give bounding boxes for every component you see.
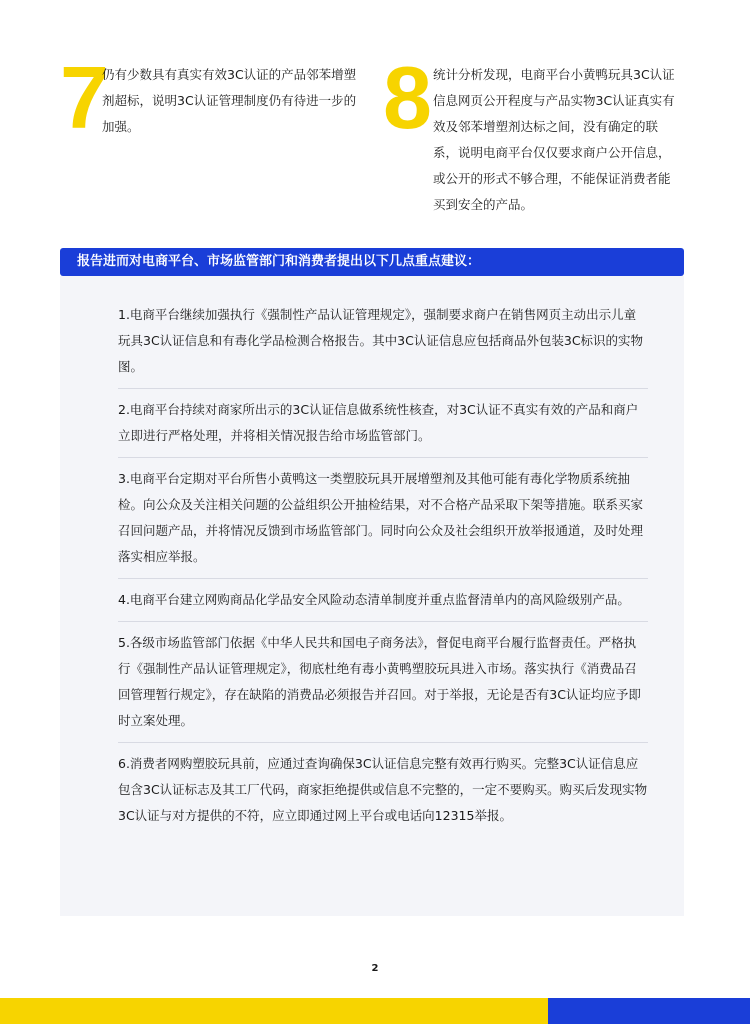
recommendation-item: 2.电商平台持续对商家所出示的3C认证信息做系统性核查，对3C认证不真实有效的产品和商户立即进行严格处理，并将相关情况报告给市场监管部门。 bbox=[118, 389, 648, 458]
recommendation-item: 1.电商平台继续加强执行《强制性产品认证管理规定》，强制要求商户在销售网页主动出示儿童玩具3C认证信息和有毒化学品检测合格报告。其中3C认证信息应包括商品外包装3C标识的实物图。 bbox=[118, 298, 648, 389]
footer-blue-bar bbox=[548, 998, 750, 1024]
recommendation-item: 4.电商平台建立网购商品化学品安全风险动态清单制度并重点监督清单内的高风险级别产品。 bbox=[118, 579, 648, 622]
recommendations-panel bbox=[60, 276, 684, 916]
finding-number: 8 bbox=[383, 48, 432, 147]
finding-number: 7 bbox=[60, 48, 109, 147]
recommendation-item: 3.电商平台定期对平台所售小黄鸭这一类塑胶玩具开展增塑剂及其他可能有毒化学物质系统抽检。向公众及关注相关问题的公益组织公开抽检结果，对不合格产品采取下架等措施。联系买家召回问题产品，并将情况反馈到市场监管部门。同时向公众及社会组织开放举报通道，及时处理落实相应举报。 bbox=[118, 458, 648, 579]
page-number: 2 bbox=[371, 963, 379, 974]
footer-yellow-bar bbox=[0, 998, 548, 1024]
finding-text: 统计分析发现，电商平台小黄鸭玩具3C认证信息网页公开程度与产品实物3C认证真实有效及邻苯增塑剂达标之间，没有确定的联系，说明电商平台仅仅要求商户公开信息，或公开的形式不够合理，不能保证消费者能买到安全的产品。 bbox=[433, 67, 675, 212]
recommendations-header: 报告进而对电商平台、市场监管部门和消费者提出以下几点重点建议： bbox=[60, 248, 684, 276]
recommendations-list bbox=[118, 298, 648, 837]
recommendation-item: 6.消费者网购塑胶玩具前，应通过查询确保3C认证信息完整有效再行购买。完整3C认证信息应包含3C认证标志及其工厂代码，商家拒绝提供或信息不完整的，一定不要购买。购买后发现实物3C认证与对方提供的不符，应立即通过网上平台或电话向12315举报。 bbox=[118, 756, 648, 823]
recommendation-item: 5.各级市场监管部门依据《中华人民共和国电子商务法》，督促电商平台履行监督责任。严格执行《强制性产品认证管理规定》，彻底杜绝有毒小黄鸭塑胶玩具进入市场。落实执行《消费品召回管理暂行规定》，存在缺陷的消费品必须报告并召回。对于举报，无论是否有3C认证均应予即时立案处理。 bbox=[118, 622, 648, 743]
finding-text: 仍有少数具有真实有效3C认证的产品邻苯增塑剂超标，说明3C认证管理制度仍有待进一步的加强。 bbox=[102, 67, 357, 134]
